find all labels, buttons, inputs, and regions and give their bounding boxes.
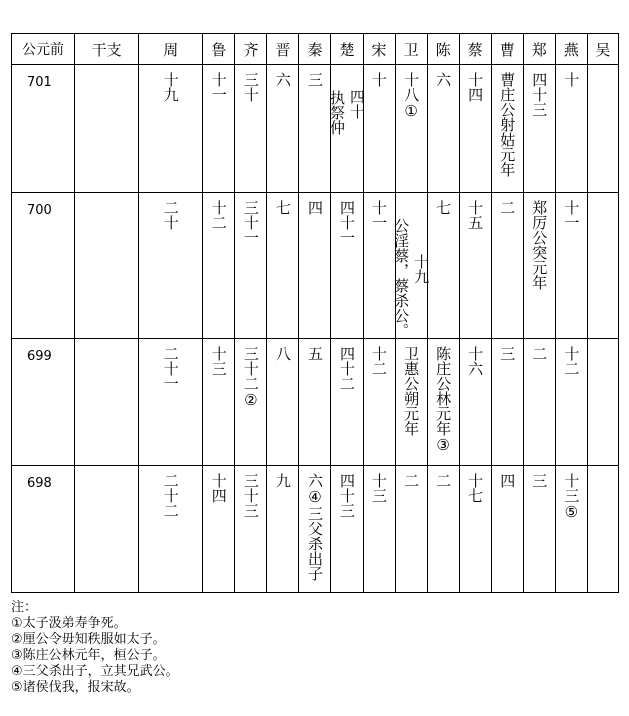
table-cell [75, 193, 139, 339]
table-body [12, 65, 619, 593]
cell-text: 二十一 [161, 346, 180, 391]
table-cell [363, 65, 395, 193]
cell-text: 四十一 [337, 200, 356, 245]
cell-text: 陈庄公林元年③ [434, 346, 453, 454]
cell-text: 四十三 [337, 473, 356, 518]
cell-text: 四十 [348, 88, 366, 119]
note-line: ⑤诸侯伐我，报宋故。 [11, 680, 140, 695]
table-cell [331, 466, 363, 593]
table-cell [491, 466, 523, 593]
cell-text: 十七 [466, 473, 485, 503]
column-header: 曹 [491, 34, 523, 65]
column-header: 周 [139, 34, 203, 65]
cell-subtext: 公淫蔡，蔡杀公。 [392, 218, 411, 338]
notes [11, 600, 179, 696]
table-cell [299, 466, 331, 593]
note-line: ①太子汲弟寿争死。 [11, 616, 127, 631]
cell-text: 十五 [466, 200, 485, 230]
cell-text: 十 [562, 72, 581, 87]
table-cell [267, 65, 299, 193]
table-cell [459, 193, 491, 339]
cell-text: 八 [273, 346, 292, 361]
note-line: ②厘公令毋知秩服如太子。 [11, 632, 166, 647]
table-cell [203, 339, 235, 466]
table-cell [299, 65, 331, 193]
column-header: 楚 [331, 34, 363, 65]
cell-text: 十四 [466, 72, 485, 102]
cell-text: 十三 [209, 346, 228, 376]
table-cell [203, 65, 235, 193]
table-cell [267, 339, 299, 466]
column-header: 秦 [299, 34, 331, 65]
table-cell [555, 466, 587, 593]
table-cell [235, 193, 267, 339]
table-cell [299, 339, 331, 466]
table-cell [491, 339, 523, 466]
table-cell [523, 466, 555, 593]
cell-text: 三十一 [241, 200, 260, 245]
table-cell [235, 339, 267, 466]
column-header: 干支 [75, 34, 139, 65]
table-cell [555, 65, 587, 193]
column-header: 卫 [395, 34, 427, 65]
column-header: 宋 [363, 34, 395, 65]
table-cell [363, 339, 395, 466]
table-cell [235, 466, 267, 593]
cell-text: 十 [370, 72, 389, 87]
cell-text: 十六 [466, 346, 485, 376]
column-header: 晋 [267, 34, 299, 65]
cell-text: 四十三 [530, 72, 549, 117]
table-cell [459, 466, 491, 593]
table-cell [203, 466, 235, 593]
table-cell [392, 193, 431, 339]
note-line: ④三父杀出子，立其兄武公。 [11, 664, 179, 679]
cell-text: 三 [305, 72, 324, 87]
table-row [12, 466, 619, 593]
table-cell [139, 65, 203, 193]
table-cell [427, 65, 459, 193]
table-cell [395, 339, 427, 466]
cell-text: 六 [273, 72, 292, 87]
table-cell [203, 193, 235, 339]
cell-text: 三十二② [241, 346, 260, 409]
cell-text: 卫惠公朔元年 [402, 346, 421, 436]
cell-text: 四十二 [337, 346, 356, 391]
cell-text: 十四 [209, 473, 228, 503]
note-line: ③陈庄公林元年，桓公子。 [11, 648, 166, 663]
table-cell [523, 193, 555, 339]
cell-text: 十三⑤ [562, 473, 581, 521]
cell-text: 四 [305, 200, 324, 215]
table-cell [427, 193, 459, 339]
cell-text: 五 [305, 346, 324, 361]
table-cell [523, 339, 555, 466]
cell-text: 十三 [370, 473, 389, 503]
cell-text: 三十三 [241, 473, 260, 518]
cell-text: 六④三父杀出子 [305, 473, 324, 581]
table-cell [267, 193, 299, 339]
table-cell [75, 65, 139, 193]
table-cell [331, 339, 363, 466]
column-header: 郑 [523, 34, 555, 65]
cell-text: 二十 [161, 200, 180, 230]
table-cell [328, 65, 366, 193]
table-cell [395, 466, 427, 593]
table-cell [555, 339, 587, 466]
year-cell: 701 [12, 65, 75, 193]
cell-text: 七 [273, 200, 292, 215]
column-header: 陈 [427, 34, 459, 65]
table-cell [587, 339, 618, 466]
notes-title: 注： [11, 600, 38, 615]
cell-text: 十二 [370, 346, 389, 376]
table-cell [139, 339, 203, 466]
table-cell [459, 339, 491, 466]
column-header: 齐 [235, 34, 267, 65]
table-cell [299, 193, 331, 339]
table-cell [587, 466, 618, 593]
chronology-table [11, 33, 619, 593]
year-cell: 698 [12, 466, 75, 593]
cell-text: 二十二 [161, 473, 180, 518]
cell-text: 十九 [412, 254, 431, 284]
cell-text: 十二 [562, 346, 581, 376]
header-row [12, 34, 619, 65]
table-cell [139, 466, 203, 593]
cell-text: 十九 [161, 72, 180, 102]
table-cell [235, 65, 267, 193]
table-cell [395, 65, 427, 193]
cell-text: 十一 [209, 72, 228, 102]
cell-text: 六 [434, 72, 453, 87]
year-cell: 699 [12, 339, 75, 466]
table-cell [267, 466, 299, 593]
column-header: 公元前 [12, 34, 75, 65]
table-cell [75, 339, 139, 466]
cell-text: 三十 [241, 72, 260, 102]
table-row [12, 193, 619, 339]
cell-text: 二 [434, 473, 453, 488]
table-cell [363, 193, 395, 339]
table-row [12, 65, 619, 193]
cell-text: 三 [498, 346, 517, 361]
table-cell [523, 65, 555, 193]
cell-text: 十八① [402, 72, 421, 120]
cell-text: 二 [402, 473, 421, 488]
cell-text: 七 [434, 200, 453, 215]
table-cell [363, 466, 395, 593]
cell-text: 三 [530, 473, 549, 488]
cell-text: 二 [498, 200, 517, 215]
cell-text: 二 [530, 346, 549, 361]
table-cell [139, 193, 203, 339]
cell-text: 十一 [562, 200, 581, 230]
cell-text: 十二 [209, 200, 228, 230]
cell-text: 十一 [370, 200, 389, 230]
year-cell: 700 [12, 193, 75, 339]
cell-text: 曹庄公射姑元年 [498, 72, 517, 177]
table-row [12, 339, 619, 466]
column-header: 鲁 [203, 34, 235, 65]
table-cell [75, 466, 139, 593]
column-header: 燕 [555, 34, 587, 65]
table-cell [491, 65, 523, 193]
table-cell [427, 466, 459, 593]
cell-text: 四 [498, 473, 517, 488]
cell-text: 郑厉公突元年 [530, 200, 549, 290]
column-header: 蔡 [459, 34, 491, 65]
table-cell [587, 193, 618, 339]
table-cell [587, 65, 618, 193]
column-header: 吴 [587, 34, 618, 65]
table-cell [491, 193, 523, 339]
cell-text: 九 [273, 473, 292, 488]
table-cell [555, 193, 587, 339]
table-cell [459, 65, 491, 193]
table-cell [427, 339, 459, 466]
cell-subtext: 执祭仲 [328, 90, 346, 135]
table-cell [331, 193, 363, 339]
